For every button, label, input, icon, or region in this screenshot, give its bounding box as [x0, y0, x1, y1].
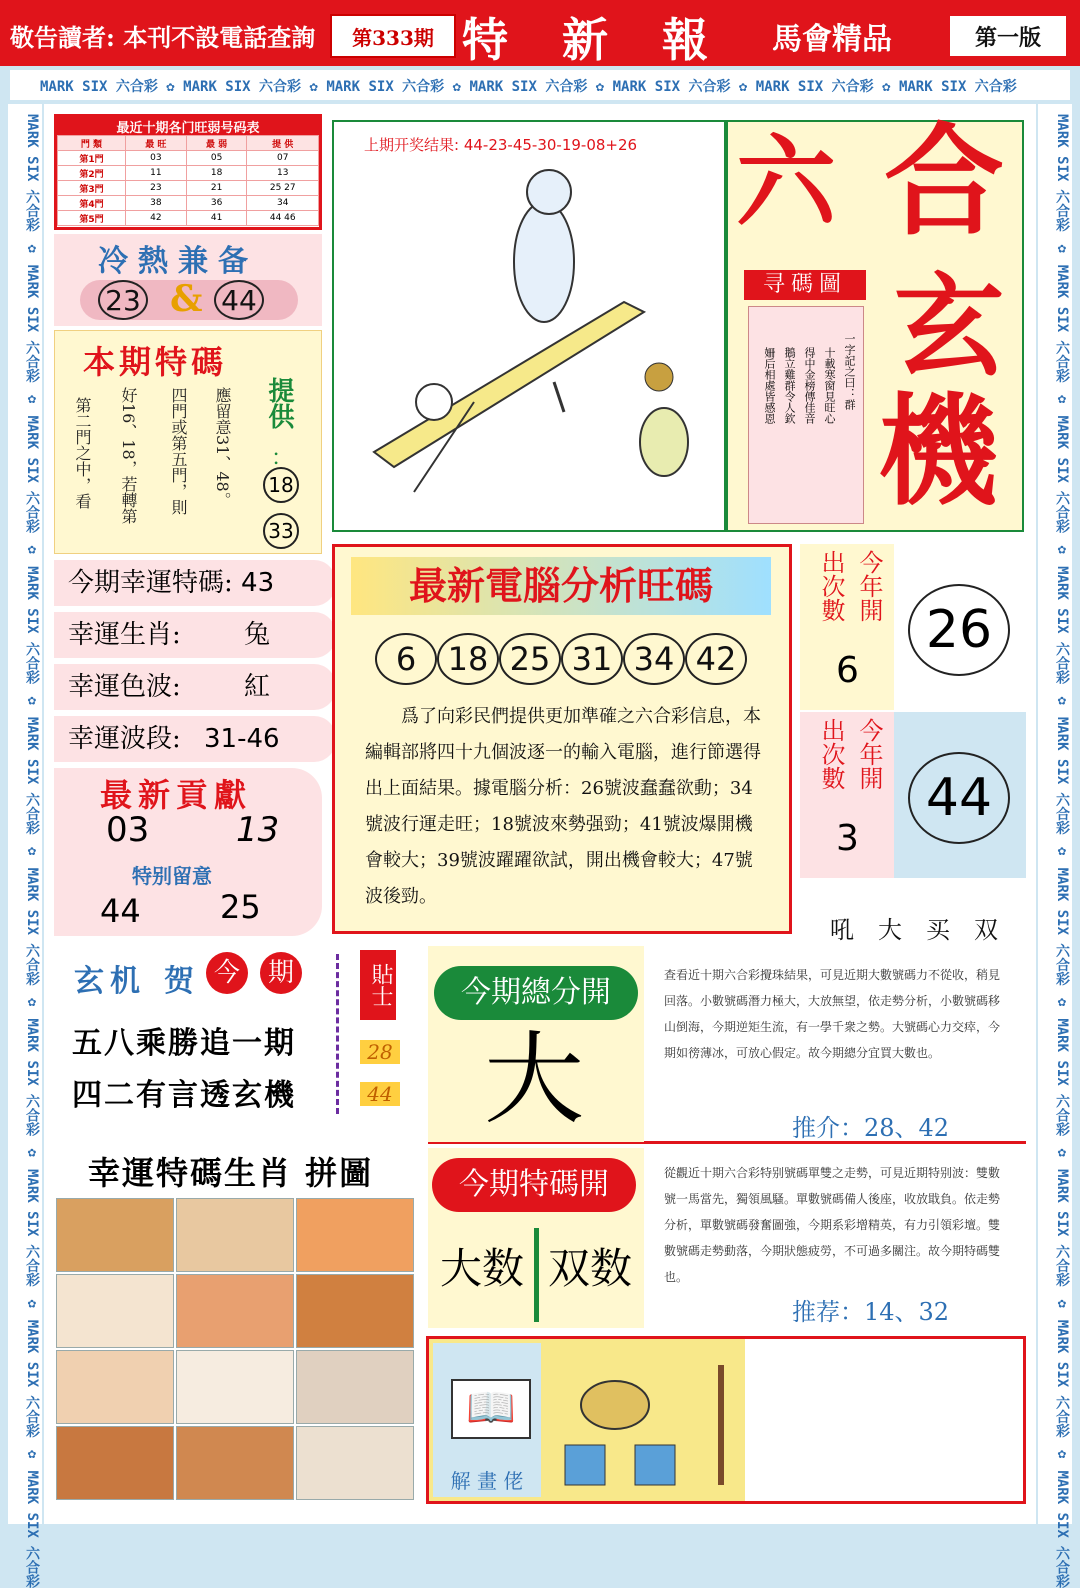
- ten-period-table: [54, 114, 322, 230]
- table-cell: 44 46: [247, 211, 319, 226]
- contribution-panel: [54, 768, 322, 936]
- riddle-title-c: 今: [206, 952, 248, 994]
- riddle-panel: [54, 944, 416, 1124]
- computer-ball: 6: [375, 633, 437, 685]
- special-open-text: 從觀近十期六合彩特别號碼單雙之走勢，可見近期特别波：雙數號一馬當先，獨領風騷。單數號碼備人後座，收放戢負。依走勢分析，單數號碼發奮圖強，今期系彩增精英，有力引領彩壇。雙數號碼走勢動落，今期狀態疲勞，不可過多關注。故今期特碼雙也。: [664, 1166, 1001, 1284]
- seesaw-illustration: [334, 152, 724, 532]
- puzzle-tile: [176, 1350, 294, 1424]
- computer-balls: [375, 633, 747, 685]
- special-col-2: 四門或第五門，則: [169, 387, 188, 515]
- stats-panel-2: [800, 712, 1026, 878]
- strip-label: MARK SIX 六合彩: [24, 114, 40, 232]
- strip-label: MARK SIX 六合彩: [1054, 1319, 1070, 1438]
- puzzle-tile: [296, 1426, 414, 1500]
- xuanji-panel: [726, 111, 1024, 532]
- strip-label: MARK SIX 六合彩: [898, 79, 1017, 95]
- lucky-value: 兔: [244, 620, 271, 650]
- left-strip: MARK SIX 六合彩 ✿ MARK SIX 六合彩 ✿ MARK SIX 六合彩 ✿ MARK SIX 六合彩 ✿ MARK SIX 六合彩 ✿ MARK SIX 六合彩 ✿ MARK SIX 六合彩 ✿ MARK SIX 六合彩 ✿ MARK SIX 六合彩 ✿ MARK SIX 六合彩: [8, 104, 42, 1524]
- strip-label: MARK SIX 六合彩: [40, 79, 158, 95]
- xuanji-char-d: 機: [878, 381, 998, 522]
- xuanji-char-a: 六: [736, 123, 836, 241]
- xuanji-char-b: 合: [884, 111, 1004, 252]
- stats-panel-1: [800, 544, 1026, 710]
- issue-number: 第333期: [330, 14, 456, 58]
- lucky-label: 今期幸運特碼:: [68, 568, 233, 598]
- total-text: 查看近十期六合彩攪珠結果，可見近期大數號碼力不從收，稍見回落。小數號碼潛力極大，大放無望，依走勢分析，小數號碼移山倒海，今期逆矩生流，有一學千衆之勢。大號碼心力交瘁，今期如徬薄冰，可放心假定。故今期總分宜買大數也。: [664, 968, 1001, 1060]
- table-cell: 07: [247, 151, 319, 166]
- puzzle-tile: [176, 1198, 294, 1272]
- paper-subtitle: 馬會精品: [772, 22, 892, 57]
- tip-number-1: 28: [360, 1040, 400, 1064]
- strip-label: MARK SIX 六合彩: [24, 264, 40, 383]
- special-col-3: 好16、18，若轉第: [119, 387, 138, 524]
- tip-number-2: 44: [360, 1082, 400, 1106]
- strip-label: MARK SIX 六合彩: [24, 566, 40, 685]
- total-big: 大: [484, 1021, 584, 1138]
- riddle-divider: [336, 954, 339, 1114]
- special-panel: [54, 330, 322, 554]
- table-cell: 第3門: [58, 181, 126, 196]
- total-recommend: 推介：28、42: [792, 1114, 950, 1142]
- table-cell: 36: [186, 196, 247, 211]
- total-title: 今期總分開: [434, 966, 638, 1020]
- strip-label: MARK SIX 六合彩: [24, 867, 40, 986]
- stats-number: 26: [908, 584, 1010, 676]
- strip-label: MARK SIX 六合彩: [469, 79, 588, 95]
- lucky-item: [54, 664, 336, 710]
- table-cell: 第1門: [58, 151, 126, 166]
- table-cell: 34: [247, 196, 319, 211]
- puzzle-tile: [56, 1198, 174, 1272]
- table-cell: 41: [186, 211, 247, 226]
- table-cell: 第5門: [58, 211, 126, 226]
- book-icon: 📖: [451, 1379, 531, 1439]
- stats-label-1: 今年開: [855, 550, 883, 622]
- table-cell: 11: [126, 166, 187, 181]
- table-header: 最 旺: [126, 136, 187, 151]
- right-strip: MARK SIX 六合彩 ✿ MARK SIX 六合彩 ✿ MARK SIX 六合彩 ✿ MARK SIX 六合彩 ✿ MARK SIX 六合彩 ✿ MARK SIX 六合彩 ✿ MARK SIX 六合彩 ✿ MARK SIX 六合彩 ✿ MARK SIX 六合彩 ✿ MARK SIX 六合彩: [1038, 104, 1072, 1524]
- xuanji-char-c: 玄: [894, 262, 1004, 391]
- riddle-title-a: 玄机: [74, 964, 146, 999]
- table-cell: 42: [126, 211, 187, 226]
- puzzle-tile: [296, 1350, 414, 1424]
- table-cell: 13: [247, 166, 319, 181]
- table-cell: 38: [126, 196, 187, 211]
- tip-tag: 貼士: [360, 950, 396, 1020]
- contribution-title: 最新貢獻: [100, 776, 253, 814]
- lucky-label: 幸運波段:: [68, 724, 181, 754]
- lucky-label: 幸運色波:: [68, 672, 181, 702]
- strip-label: MARK SIX 六合彩: [755, 79, 874, 95]
- puzzle-title: 幸運特碼生肖 拼圖: [88, 1154, 374, 1192]
- table-row: [58, 166, 319, 181]
- special-open-b: 双数: [548, 1244, 633, 1293]
- computer-panel: [332, 544, 792, 934]
- strip-label: MARK SIX 六合彩: [326, 79, 445, 95]
- lucky-value: 43: [241, 568, 275, 598]
- puzzle-tile: [176, 1426, 294, 1500]
- strip-label: MARK SIX 六合彩: [1054, 1018, 1070, 1137]
- table-cell: 第4門: [58, 196, 126, 211]
- strip-label: MARK SIX 六合彩: [1054, 1169, 1070, 1287]
- hot-cold-title: 冷熱兼备: [98, 244, 258, 279]
- computer-ball: 31: [561, 633, 623, 685]
- table-cell: 21: [186, 181, 247, 196]
- special-open-a: 大数: [440, 1244, 525, 1293]
- computer-ball: 18: [437, 633, 499, 685]
- notice-text: 敬告讀者: 本刊不設電話查詢: [10, 23, 316, 52]
- puzzle-tile: [296, 1198, 414, 1272]
- strip-label: MARK SIX 六合彩: [24, 716, 40, 835]
- computer-ball: 34: [623, 633, 685, 685]
- computer-text: 爲了向彩民們提供更加準確之六合彩信息，本編輯部將四十九個波逐一的輸入電腦，進行節選得出上面結果。據電腦分析：26號波蠢蠢欲動；34號波行運走旺；18號波來勢强勁；41號波爆開機會較大；39號波躍躍欲試，開出機會較大；47號波後勁。: [365, 706, 761, 907]
- stats-label-1: 今年開: [855, 718, 883, 790]
- edition-label: 第一版: [950, 16, 1066, 56]
- poem-line: 得中金榜傳佳音: [803, 347, 816, 424]
- header-bar: [0, 0, 1080, 66]
- lucky-list: [54, 560, 324, 764]
- hot-cold-table: [57, 135, 319, 226]
- riddle-line-2: 四二有言透玄機: [72, 1078, 296, 1113]
- poem-line: 十載寒窗見旺心: [823, 347, 836, 424]
- table-cell: 03: [126, 151, 187, 166]
- riddle-title-b: 贺: [164, 964, 194, 999]
- table-row: [58, 151, 319, 166]
- stats-count: 6: [836, 650, 859, 691]
- total-panel: [428, 946, 1026, 1144]
- table-row: [58, 181, 319, 196]
- provide-colon: ：: [271, 446, 294, 471]
- table-header: 最 弱: [186, 136, 247, 151]
- computer-ball: 42: [685, 633, 747, 685]
- special-open-title: 今期特碼開: [432, 1158, 636, 1212]
- cartoon-panel: [332, 120, 726, 532]
- lucky-value: 31-46: [204, 724, 280, 754]
- special-open-divider: [534, 1228, 539, 1322]
- search-badge: 寻碼圖: [744, 270, 866, 300]
- hot-cold-ball-b: 44: [214, 280, 264, 320]
- poem-scroll: [748, 306, 864, 524]
- lucky-value: 紅: [244, 672, 271, 702]
- table-row: [58, 211, 319, 226]
- computer-ball: 25: [499, 633, 561, 685]
- top-strip: MARK SIX 六合彩 ✿ MARK SIX 六合彩 ✿ MARK SIX 六合彩 ✿ MARK SIX 六合彩 ✿ MARK SIX 六合彩 ✿ MARK SIX 六合彩 ✿ MARK SIX 六合彩: [10, 70, 1070, 100]
- strip-label: MARK SIX 六合彩: [24, 1319, 40, 1438]
- bottom-illustration: [426, 1336, 1026, 1504]
- contribution-n1: 03: [106, 810, 150, 850]
- table-cell: 第2門: [58, 166, 126, 181]
- contribution-n4: 25: [220, 888, 261, 926]
- lucky-item: [54, 716, 336, 762]
- lucky-label: 幸運生肖:: [68, 620, 181, 650]
- table-cell: 18: [186, 166, 247, 181]
- strip-label: MARK SIX 六合彩: [1054, 716, 1070, 835]
- strip-label: MARK SIX 六合彩: [183, 79, 302, 95]
- poem-line: 一字記之曰：群: [843, 333, 856, 410]
- provide-label: 提供: [264, 377, 294, 429]
- puzzle-tile: [56, 1350, 174, 1424]
- strip-label: MARK SIX 六合彩: [1054, 114, 1070, 232]
- special-open-recommend: 推荐：14、32: [792, 1298, 950, 1326]
- paper-name: 特 新 報: [462, 13, 712, 67]
- computer-title: 最新電腦分析旺碼: [351, 557, 771, 615]
- contribution-n3: 44: [100, 892, 141, 930]
- special-open-panel: [428, 1148, 1026, 1328]
- table-row: [58, 196, 319, 211]
- table-cell: 23: [126, 181, 187, 196]
- lucky-item: [54, 560, 336, 606]
- table-header: 提 供: [247, 136, 319, 151]
- last-result: 上期开奖结果: 44-23-45-30-19-08+26: [364, 136, 638, 154]
- riddle-title-d: 期: [260, 952, 302, 994]
- strip-label: MARK SIX 六合彩: [24, 415, 40, 534]
- special-ball-2: 33: [263, 513, 299, 549]
- attention-label: 特别留意: [132, 864, 212, 888]
- bottom-caption: 解 畫 佬: [450, 1469, 524, 1493]
- special-col-4: 第二門之中，看: [73, 397, 92, 509]
- hot-cold-panel: [54, 234, 322, 326]
- table-cell: 05: [186, 151, 247, 166]
- strip-label: MARK SIX 六合彩: [1054, 415, 1070, 534]
- stats-label-2: 出次數: [817, 718, 845, 790]
- strip-label: MARK SIX 六合彩: [24, 1018, 40, 1137]
- special-col-1: 應留意31、48。: [213, 387, 232, 508]
- poem-line: 姍后相處皆感恩: [763, 347, 776, 424]
- contribution-n2: 13: [236, 810, 280, 850]
- cat-illustration: [545, 1345, 745, 1495]
- hot-cold-ball-a: 23: [98, 280, 148, 320]
- riddle-line-1: 五八乘勝追一期: [72, 1026, 296, 1061]
- ampersand: &: [170, 278, 203, 320]
- strip-label: MARK SIX 六合彩: [612, 79, 731, 95]
- roar-text: 吼 大 买 双: [830, 916, 998, 944]
- strip-label: MARK SIX 六合彩: [1054, 867, 1070, 986]
- strip-label: MARK SIX 六合彩: [1054, 566, 1070, 685]
- strip-label: MARK SIX 六合彩: [24, 1169, 40, 1287]
- stats-number: 44: [908, 752, 1010, 844]
- special-title: 本期特碼: [83, 343, 228, 381]
- table-header: 門 類: [58, 136, 126, 151]
- stats-label-2: 出次數: [817, 550, 845, 622]
- puzzle-tile: [56, 1274, 174, 1348]
- special-ball-1: 18: [263, 467, 299, 503]
- strip-label: MARK SIX 六合彩: [1054, 1470, 1070, 1588]
- puzzle-panel: [54, 1132, 416, 1520]
- table-title: 最近十期各门旺弱号码表: [57, 117, 319, 135]
- strip-label: MARK SIX 六合彩: [24, 1470, 40, 1588]
- puzzle-tile: [56, 1426, 174, 1500]
- table-cell: 25 27: [247, 181, 319, 196]
- poem-line: 鵝立雞群令人欽: [783, 347, 796, 424]
- lucky-item: [54, 612, 336, 658]
- strip-label: MARK SIX 六合彩: [1054, 264, 1070, 383]
- stats-count: 3: [836, 818, 859, 859]
- puzzle-tile: [296, 1274, 414, 1348]
- puzzle-tile: [176, 1274, 294, 1348]
